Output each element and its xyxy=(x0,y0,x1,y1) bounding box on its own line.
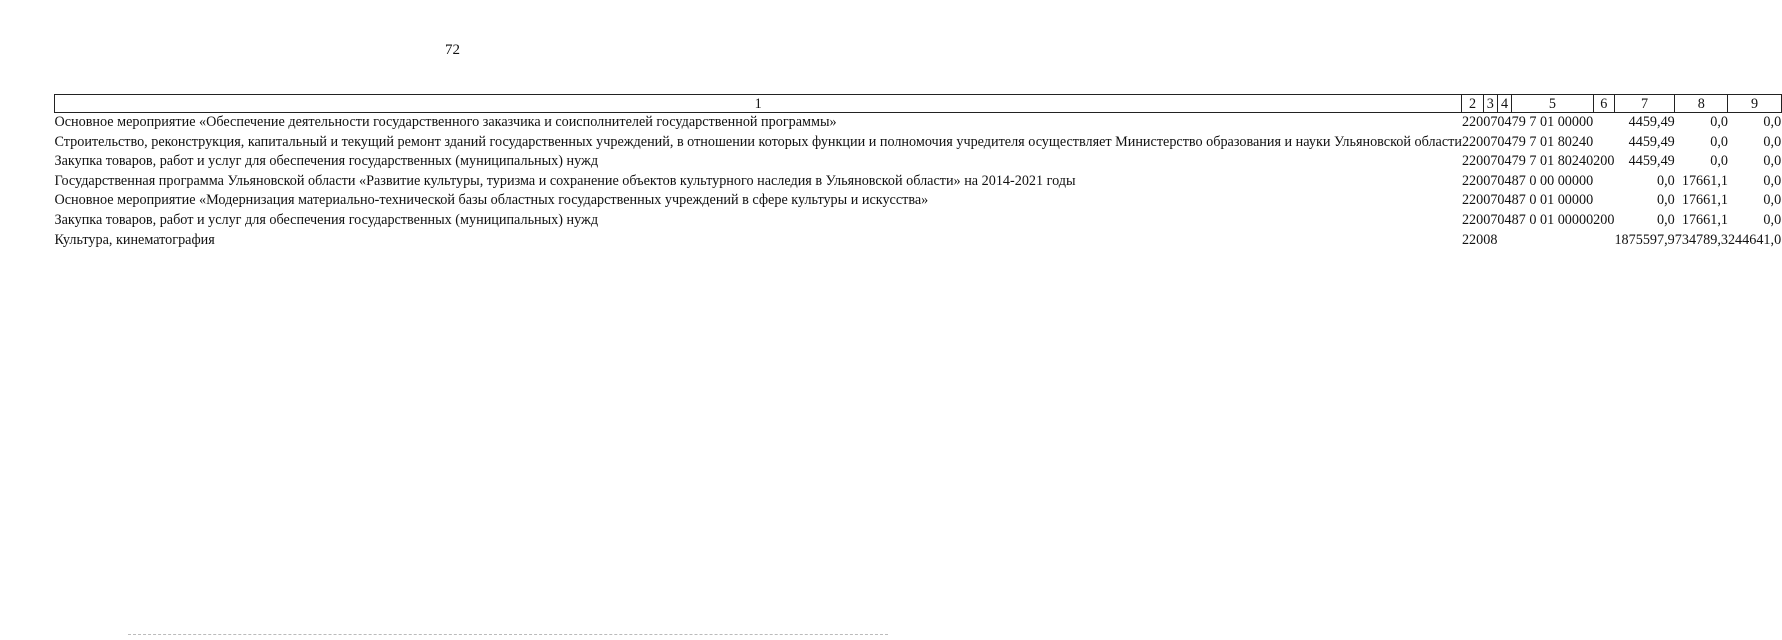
cell-name: Основное мероприятие «Модернизация материально-технической базы областных государственных учреждений в сфере культуры и искусства» xyxy=(54,192,929,209)
cell-col-3: 07 xyxy=(1483,192,1498,209)
cell-col-7: 1875597,9 xyxy=(1614,231,1675,248)
cell-col-8: 0,0 xyxy=(1710,133,1728,150)
cell-col-4: 04 xyxy=(1497,172,1512,189)
cell-col-8: 17661,1 xyxy=(1681,211,1728,228)
table-row xyxy=(55,211,1782,231)
cell-col-7: 4459,49 xyxy=(1628,133,1675,150)
cell-col-4 xyxy=(1497,231,1511,251)
cell-name: Закупка товаров, работ и услуг для обеспечения государственных (муниципальных) нужд xyxy=(54,153,599,170)
cell-col-6: 200 xyxy=(1593,211,1615,228)
cell-col-6 xyxy=(1593,113,1614,133)
cell-col-4: 04 xyxy=(1497,133,1512,150)
cell-col-7: 0,0 xyxy=(1657,211,1675,228)
cell-col-2: 220 xyxy=(1461,172,1484,189)
cell-col-8: 17661,1 xyxy=(1681,172,1728,189)
cell-col-5: 87 0 01 00000 xyxy=(1511,211,1594,228)
cell-col-7: 0,0 xyxy=(1657,192,1675,209)
cell-col-4: 04 xyxy=(1497,153,1512,170)
cell-col-9: 0,0 xyxy=(1763,211,1782,228)
page-number: 72 xyxy=(445,42,460,58)
cell-col-4: 04 xyxy=(1497,192,1512,209)
cell-col-3: 07 xyxy=(1483,172,1498,189)
cell-col-3: 07 xyxy=(1483,211,1498,228)
header-col-3: 3 xyxy=(1483,95,1497,113)
header-col-1: 1 xyxy=(55,95,1462,113)
cell-col-7: 4459,49 xyxy=(1628,153,1675,170)
cell-col-8: 17661,1 xyxy=(1681,192,1728,209)
table-row xyxy=(55,133,1782,153)
cell-col-2: 220 xyxy=(1461,211,1484,228)
cell-col-9: 0,0 xyxy=(1763,192,1782,209)
table-row xyxy=(55,113,1782,133)
cell-col-7: 0,0 xyxy=(1657,172,1675,189)
cell-col-6 xyxy=(1593,231,1614,251)
cell-col-5: 87 0 01 00000 xyxy=(1511,192,1594,209)
header-row xyxy=(55,95,1782,113)
header-col-7: 7 xyxy=(1614,95,1674,113)
cell-col-5: 79 7 01 80240 xyxy=(1511,153,1594,170)
cell-col-4: 04 xyxy=(1497,211,1512,228)
cell-col-9: 0,0 xyxy=(1763,172,1782,189)
cell-name: Строительство, реконструкция, капитальный и текущий ремонт зданий государственных учреждений, в отношении которых функции и полномочия учредителя осуществляет Министерство образования и науки Ульяновской области xyxy=(54,133,1462,150)
table-row xyxy=(55,231,1782,251)
cell-col-9: 0,0 xyxy=(1763,133,1782,150)
cell-col-3: 08 xyxy=(1483,231,1498,248)
cell-col-9: 244641,0 xyxy=(1727,231,1782,248)
cell-name: Культура, кинематография xyxy=(54,231,215,248)
cell-col-4: 04 xyxy=(1497,114,1512,130)
cell-col-8: 734789,3 xyxy=(1674,231,1728,248)
table-row xyxy=(55,152,1782,172)
cell-col-2: 220 xyxy=(1461,192,1484,209)
cell-col-9: 0,0 xyxy=(1763,153,1782,170)
header-col-5: 5 xyxy=(1512,95,1594,113)
cell-col-2: 220 xyxy=(1461,231,1484,248)
header-col-6: 6 xyxy=(1593,95,1614,113)
budget-table xyxy=(54,94,1782,250)
cell-col-2: 220 xyxy=(1461,133,1484,150)
table-row xyxy=(55,172,1782,192)
cell-name: Основное мероприятие «Обеспечение деятельности государственного заказчика и соисполнителей государственной программы» xyxy=(54,114,837,130)
header-col-2: 2 xyxy=(1462,95,1483,113)
cell-col-5 xyxy=(1512,231,1594,251)
cell-col-6: 200 xyxy=(1593,153,1615,170)
header-col-9: 9 xyxy=(1728,95,1781,113)
cell-col-6 xyxy=(1593,133,1614,153)
cell-col-2: 220 xyxy=(1461,114,1484,130)
cell-col-3: 07 xyxy=(1483,153,1498,170)
cell-col-3: 07 xyxy=(1483,114,1498,130)
cell-col-8: 0,0 xyxy=(1710,114,1728,130)
cell-name: Государственная программа Ульяновской области «Развитие культуры, туризма и сохранение объектов культурного наследия в Ульяновской области» на 2014-2021 годы xyxy=(54,172,1076,189)
cell-col-5: 87 0 00 00000 xyxy=(1511,172,1594,189)
cell-col-9: 0,0 xyxy=(1763,114,1782,130)
cell-col-6 xyxy=(1593,191,1614,211)
header-col-8: 8 xyxy=(1675,95,1728,113)
table-row xyxy=(55,191,1782,211)
header-col-4: 4 xyxy=(1497,95,1511,113)
cell-col-6 xyxy=(1593,172,1614,192)
cell-col-3: 07 xyxy=(1483,133,1498,150)
cell-col-8: 0,0 xyxy=(1710,153,1728,170)
bottom-rule xyxy=(128,634,888,635)
cell-name: Закупка товаров, работ и услуг для обеспечения государственных (муниципальных) нужд xyxy=(54,211,599,228)
cell-col-5: 79 7 01 00000 xyxy=(1511,114,1594,130)
table-body xyxy=(55,113,1782,251)
cell-col-7: 4459,49 xyxy=(1628,114,1675,130)
cell-col-2: 220 xyxy=(1461,153,1484,170)
cell-col-5: 79 7 01 80240 xyxy=(1511,133,1594,150)
